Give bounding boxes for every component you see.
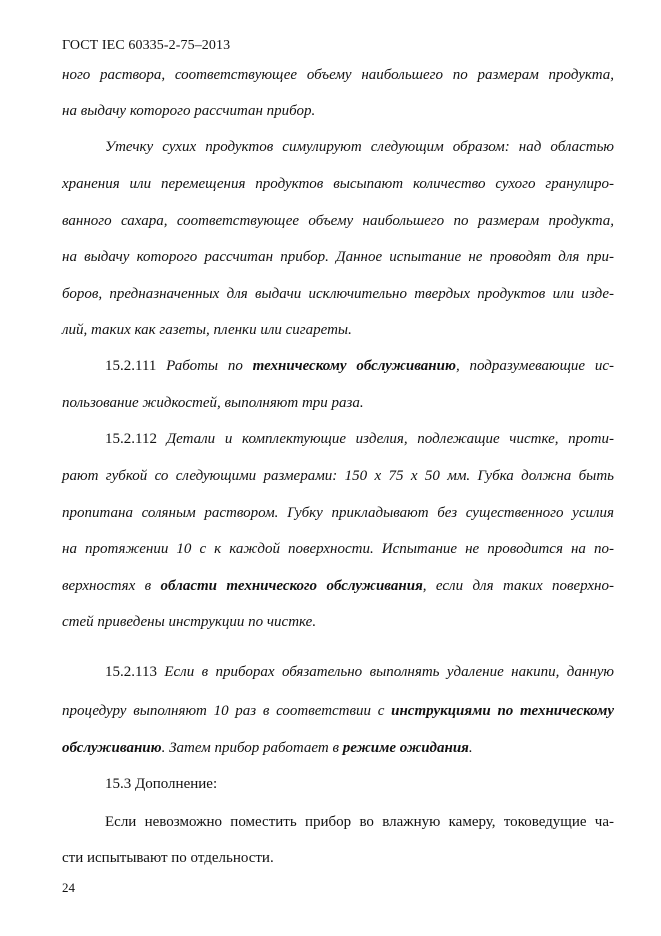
document-header: ГОСТ IEC 60335-2-75–2013 xyxy=(62,38,231,53)
text-line: хранения или перемещения продуктов высыпают количество сухого гранулиро- xyxy=(62,176,614,192)
text-line: ного раствора, соответствующее объему наибольшего по размерам продукта, xyxy=(62,67,614,83)
section-heading: 15.3 Дополнение: xyxy=(105,776,218,792)
text-line xyxy=(62,702,614,720)
clause-number: 15.2.111 xyxy=(105,358,157,374)
page-number: 24 xyxy=(62,880,75,895)
text-line: на протяжении 10 с к каждой поверхности. Испытание не проводится на по- xyxy=(62,541,614,557)
text-line: ванного сахара, соответствующее объему наибольшего по размерам продукта, xyxy=(62,213,614,229)
text-line: лий, таких как газеты, пленки или сигареты. xyxy=(62,322,352,338)
text-line: рают губкой со следующими размерами: 150 х 75 х 50 мм. Губка должна быть xyxy=(62,468,614,484)
text-line: боров, предназначенных для выдачи исключительно твердых продуктов или изде- xyxy=(62,286,614,302)
text-line: сти испытывают по отдельности. xyxy=(62,850,274,866)
text-span: . Затем прибор работает в xyxy=(161,740,343,756)
clause-15-2-111 xyxy=(105,357,614,375)
text-line: пропитана соляным раствором. Губку прикладывают без существенного усилия xyxy=(62,505,614,521)
text-span: Детали и комплектующие изделия, подлежащие чистке, проти- xyxy=(156,431,614,447)
text-line xyxy=(62,739,614,757)
text-line: на выдачу которого рассчитан прибор. xyxy=(62,103,316,119)
term-bold: техническому обслуживанию xyxy=(252,358,456,374)
term-bold: обслуживанию xyxy=(62,740,162,756)
text-line: стей приведены инструкции по чистке. xyxy=(62,614,317,630)
text-span: . xyxy=(468,740,473,756)
clause-15-2-113 xyxy=(105,663,614,681)
text-line: на выдачу которого рассчитан прибор. Данное испытание не проводят для при- xyxy=(62,249,614,265)
text-span: верхностях в xyxy=(62,578,161,594)
text-line: Если невозможно поместить прибор во влажную камеру, токоведущие ча- xyxy=(105,814,614,830)
text-span: Работы по xyxy=(156,358,253,374)
term-bold: области технического обслуживания xyxy=(160,578,423,594)
text-line: пользование жидкостей, выполняют три раза. xyxy=(62,395,364,411)
clause-number: 15.2.112 xyxy=(105,431,157,447)
clause-number: 15.2.113 xyxy=(105,664,157,680)
text-span: , подразумевающие ис- xyxy=(455,358,614,374)
text-span: процедуру выполняют 10 раз в соответствии с xyxy=(62,703,392,719)
clause-15-2-112 xyxy=(105,430,614,448)
text-span: Если в приборах обязательно выполнять удаление накипи, данную xyxy=(156,664,614,680)
paragraph-first-line: Утечку сухих продуктов симулируют следующим образом: над областью xyxy=(105,139,614,155)
term-bold: инструкциями по техническому xyxy=(391,703,614,719)
term-bold: режиме ожидания xyxy=(342,740,469,756)
text-line xyxy=(62,577,614,595)
text-span: , если для таких поверхно- xyxy=(422,578,614,594)
